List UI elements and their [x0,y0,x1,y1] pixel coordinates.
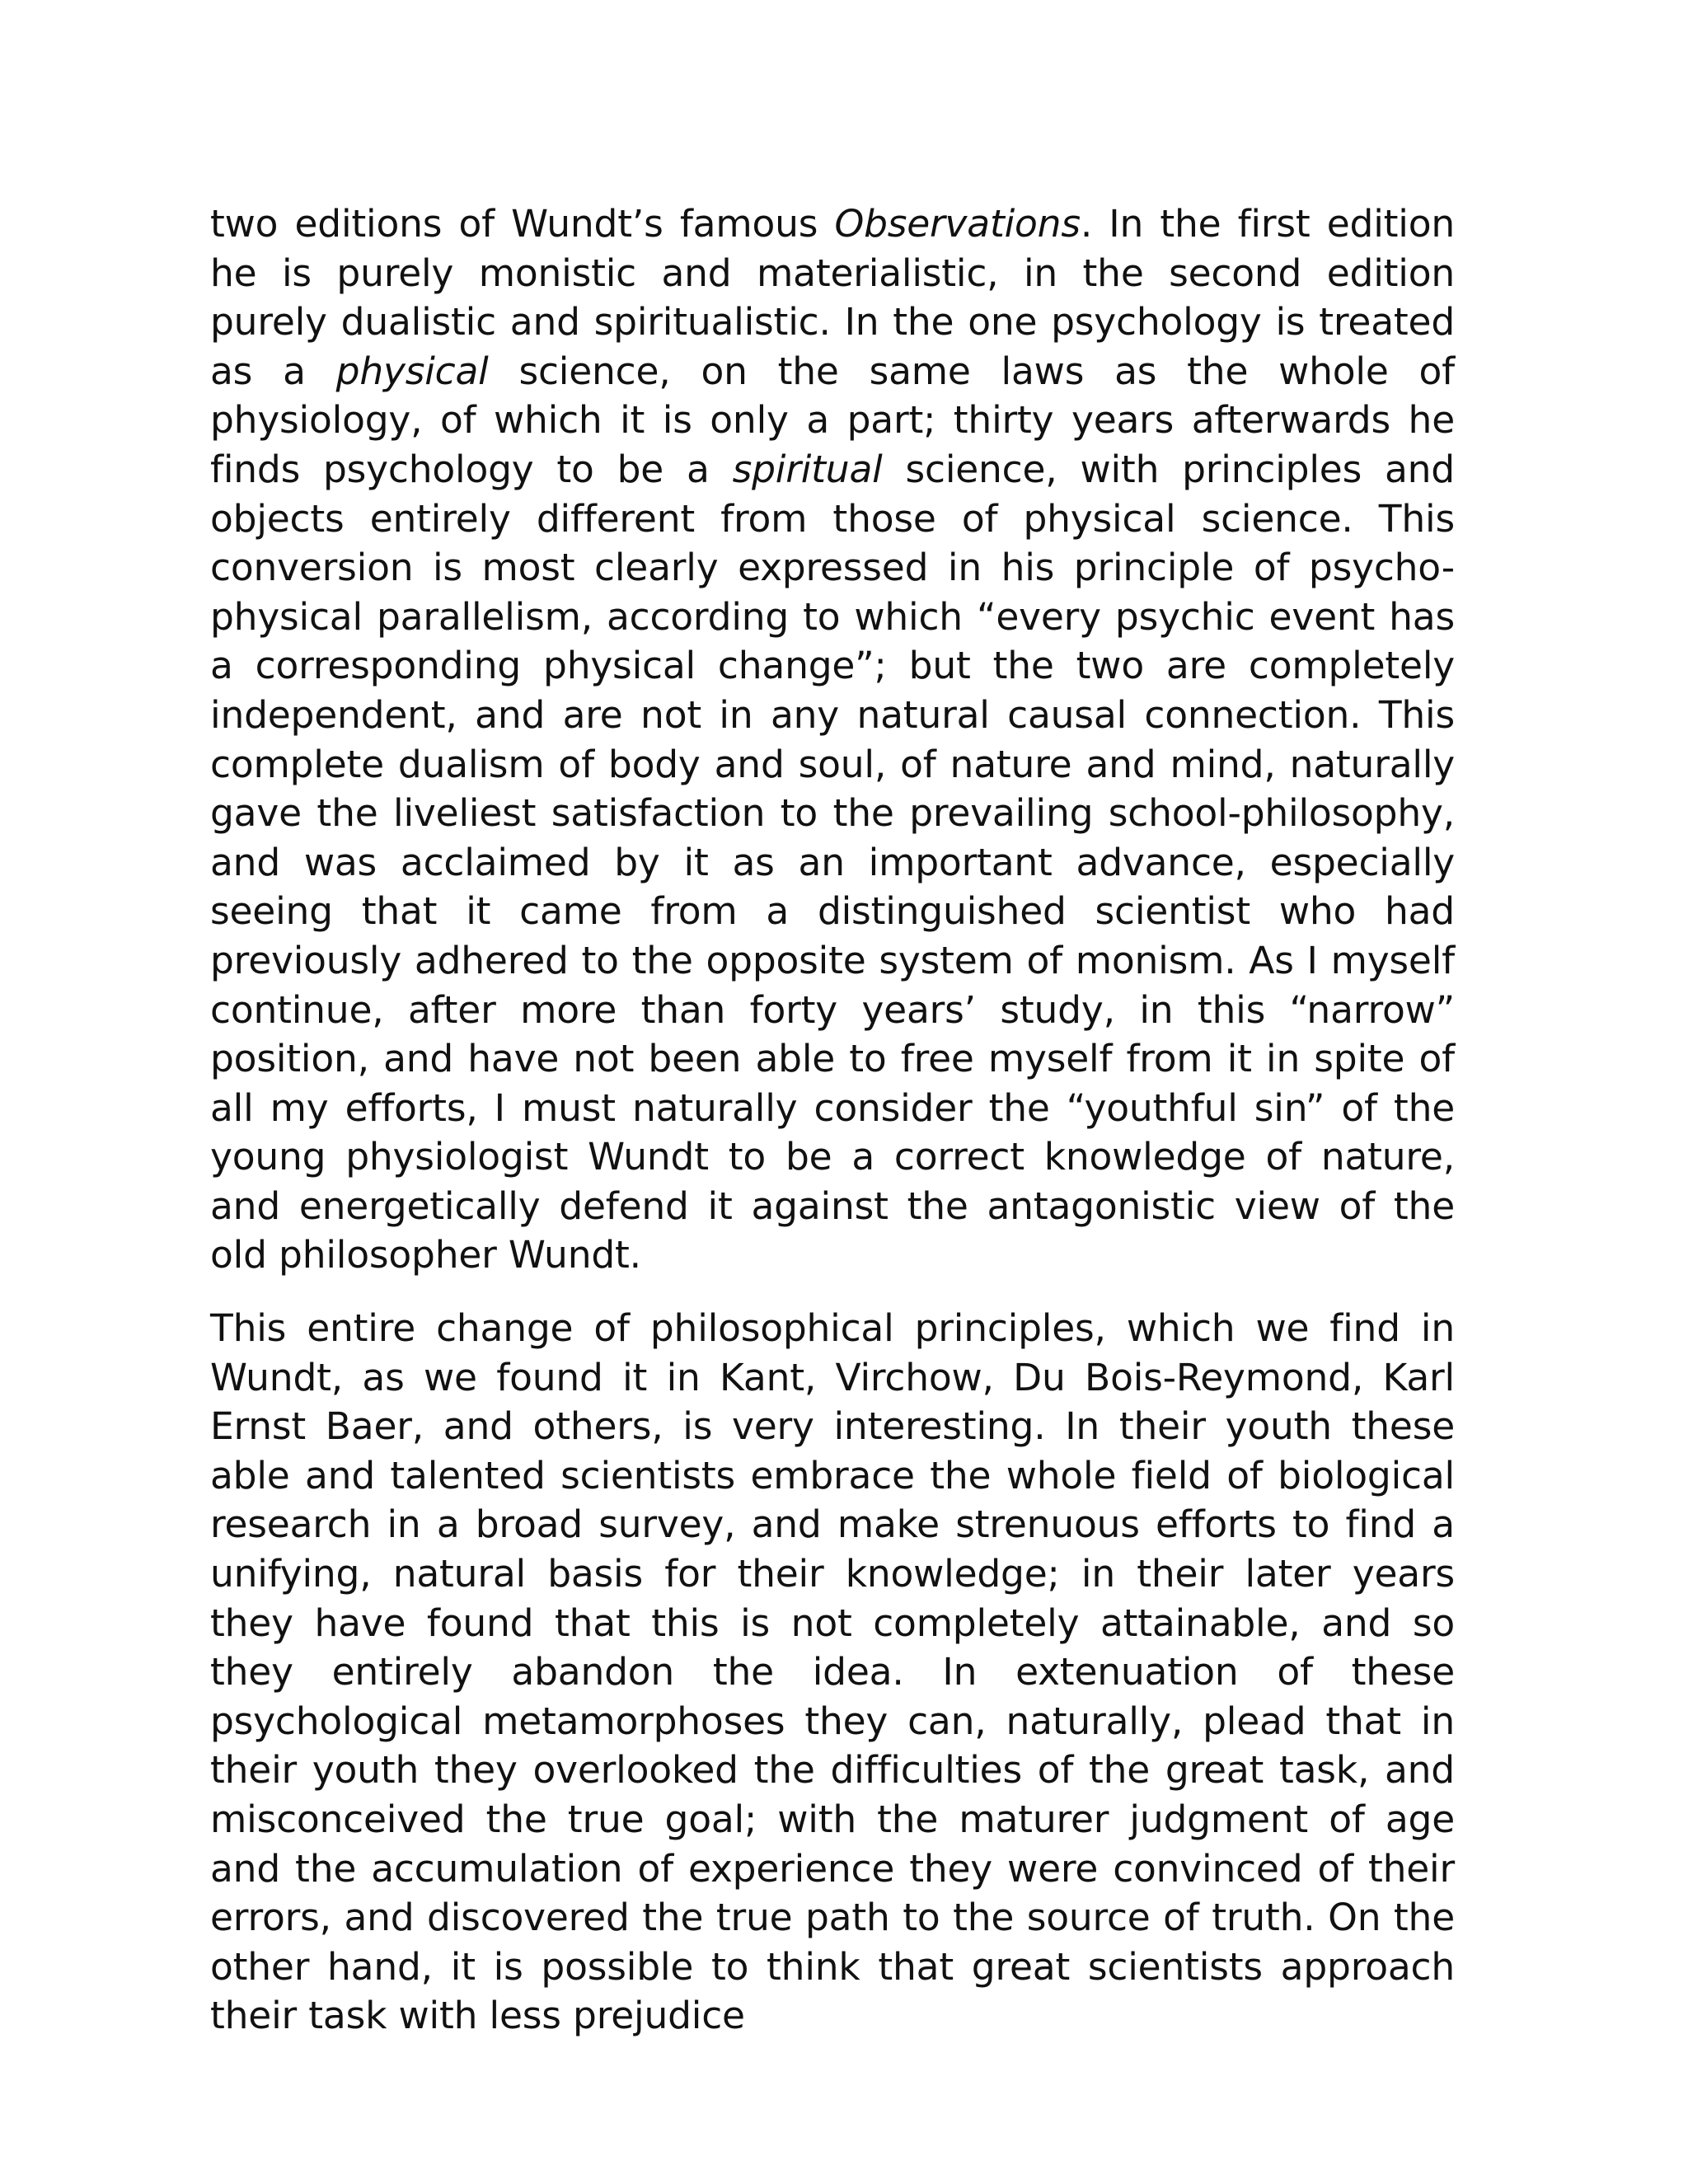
text-segment: science, on the same laws as the whole of physiology, of which it is only a part; thirty years afterwards he finds psychology to be a [210,349,1455,491]
text-segment: This entire change of philosophical principles, which we find in Wundt, as we found it in Kant, Virchow, Du Bois-Reymond, Karl Ernst Baer, and others, is very interesting. In their youth these able and talented scientists embrace the whole field of biological research in a broad survey, and make strenuous efforts to find a unifying, natural basis for their knowledge; in their later years they have found that this is not completely attainable, and so they entirely abandon the idea. In extenuation of these psychological metamorphoses they can, naturally, plead that in their youth they overlooked the difficulties of the great task, and misconceived the true goal; with the maturer judgment of age and the accumulation of experience they were convinced of their errors, and discovered the true path to the source of truth. On the other hand, it is possible to think that great scientists approach their task with less prejudice [210,1306,1455,2038]
paragraph-1 [210,199,1455,1280]
document-page [210,199,1455,2041]
italic-word-physical: physical [335,349,489,393]
paragraph-2 [210,1304,1455,2041]
text-segment: two editions of Wundt’s famous [210,202,835,246]
text-segment: . In the first edition he is purely monistic and materialistic, in the second edition purely dualistic and spiritualistic. In the one psychology is treated as a [210,202,1455,393]
italic-title-observations: Observations [834,202,1081,246]
italic-word-spiritual: spiritual [732,447,883,491]
text-segment: science, with principles and objects entirely different from those of physical science. This conversion is most clearly expressed in his principle of psycho-physical parallelism, according to which “every psychic event has a corresponding physical change”; but the two are completely independent, and are not in any natural causal connection. This complete dualism of body and soul, of nature and mind, naturally gave the liveliest satisfaction to the prevailing school-philosophy, and was acclaimed by it as an important advance, especially seeing that it came from a distinguished scientist who had previously adhered to the opposite system of monism. As I myself continue, after more than forty years’ study, in this “narrow” position, and have not been able to free myself from it in spite of all my efforts, I must naturally consider the “youthful sin” of the young physiologist Wundt to be a correct knowledge of nature, and energetically defend it against the antagonistic view of the old philosopher Wundt. [210,447,1455,1277]
